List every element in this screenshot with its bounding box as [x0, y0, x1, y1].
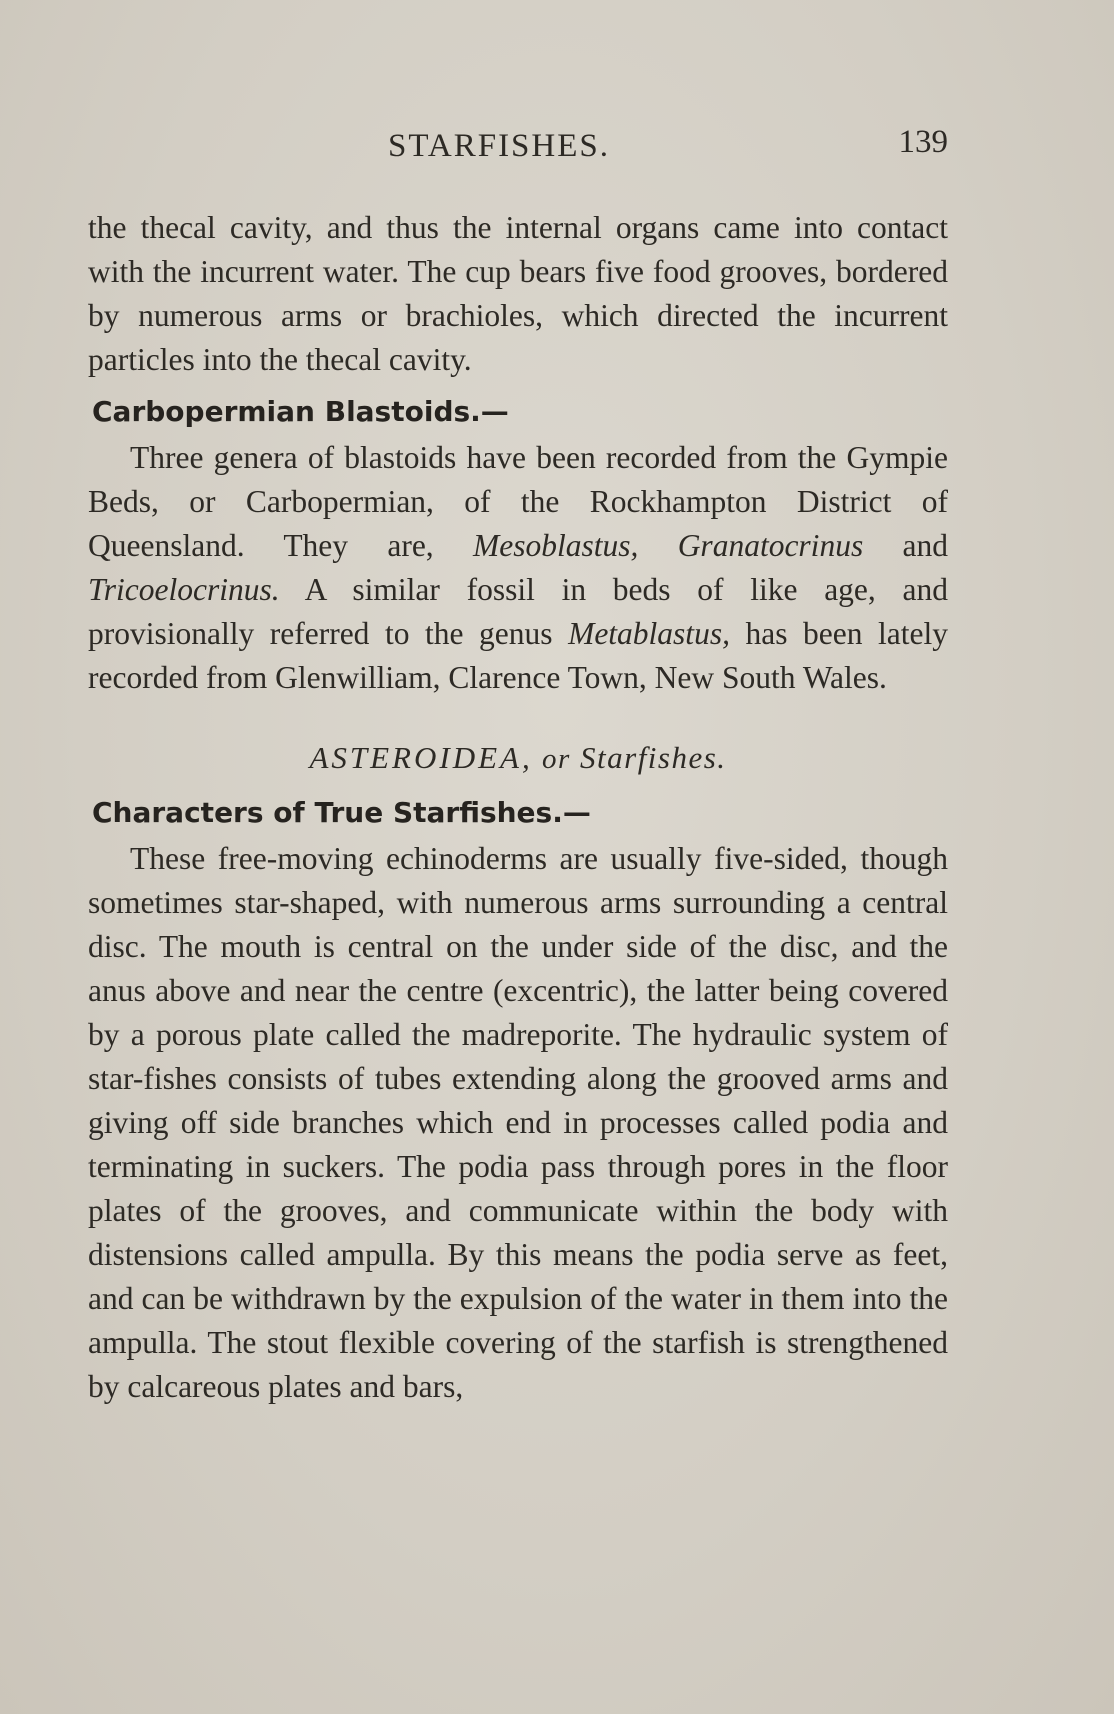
genus-name: Granatocrinus [677, 528, 864, 563]
section-title-main: ASTEROIDEA, [309, 740, 533, 775]
paragraph-starfish-characters: These free-moving echinoderms are usually five-sided, though sometimes star-shaped, with numerous arms surrounding a central disc. The mouth is central on the under side of the disc, and the anus above and near the centre (excentric), the latter being covered by a porous plate called the madreporite. The hydraulic system of star-fishes consists of tubes extending along the grooved arms and giving off side branches which end in processes called podia and terminating in suckers. The podia pass through pores in the floor plates of the grooves, and communicate within the body with distensions called ampulla. By this means the podia serve as feet, and can be withdrawn by the expulsion of the water in them into the ampulla. The stout flexible covering of the starfish is strengthened by calcareous plates and bars, [88, 841, 948, 1404]
paragraph-blastoids [88, 436, 948, 700]
genus-name: Tricoelocrinus. [88, 572, 280, 607]
heading-characters-starfishes: Characters of True Starfishes.— [92, 796, 591, 829]
paragraph-thecal-cavity: the thecal cavity, and thus the internal organs came into contact with the incurrent water. The cup bears five food grooves, bordered by numerous arms or brachioles, which directed the incurrent particles into the thecal cavity. [88, 210, 948, 377]
section-title-asteroidea [88, 736, 948, 781]
running-title: STARFISHES. [388, 128, 610, 164]
running-head [88, 124, 948, 174]
text-run: and [863, 528, 948, 563]
page-number: 139 [898, 124, 948, 160]
heading-carbopermian-blastoids: Carbopermian Blastoids.— [92, 395, 509, 428]
genus-name: Mesoblastus, [473, 528, 639, 563]
page-body [88, 206, 948, 1409]
section-title-sub: Starfishes. [580, 740, 727, 775]
section-title-connector: or [541, 743, 571, 775]
genus-name: Metablastus, [568, 616, 730, 651]
text-run: A similar fossil in beds of like age, and provisionally referred to the genus [88, 572, 948, 651]
text-run [638, 528, 677, 563]
text-run: has been lately recorded from Glenwilliam, Clarence Town, New South Wales. [88, 616, 948, 695]
text-run: Three genera of blastoids have been recorded from the Gympie Beds, or Carbopermian, of the Rockhampton District of Queensland. They are, [88, 440, 948, 563]
